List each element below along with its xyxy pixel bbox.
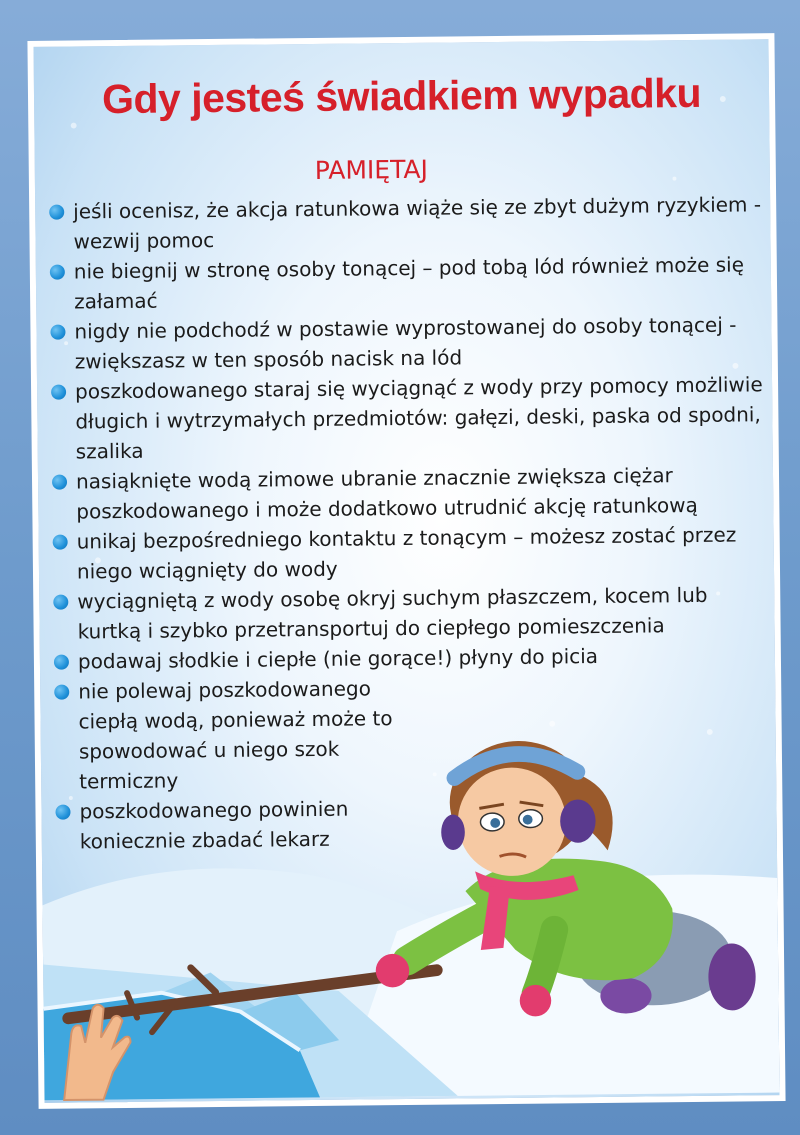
list-item-text: nigdy nie podchodź w postawie wyprostowanej do osoby tonącej - zwiększasz w ten sposób nacisk na lód [74, 312, 737, 374]
list-item-text: podawaj słodkie i ciepłe (nie gorące!) płyny do picia [77, 644, 599, 674]
list-item-text: poszkodowanego staraj się wyciągnąć z wody przy pomocy możliwie długich i wytrzymałych przedmiotów: gałęzi, deski, paska od spodni, szalika [74, 372, 763, 464]
list-item-text: nie biegnij w stronę osoby tonącej – pod tobą lód również może się załamać [73, 252, 745, 314]
list-item-text: nasiąknięte wodą zimowe ubranie znacznie zwiększa ciężar poszkodowanego i może dodatkowo utrudnić akcję ratunkową [75, 463, 698, 524]
list-item-text: unikaj bezpośredniego kontaktu z tonącym – możesz zostać przez niego wciągnięty do wody [76, 522, 737, 584]
list-item-text: jeśli ocenisz, że akcja ratunkowa wiąże się ze zbyt dużym ryzykiem - wezwij pomoc [73, 192, 762, 254]
list-item-text: wyciągniętą z wody osobę okryj suchym płaszczem, kocem lub kurtką i szybko przetransportuj do ciepłego pomieszczenia [77, 582, 708, 644]
rescue-illustration [33, 39, 779, 1103]
page-title: Gdy jesteś świadkiem wypadku [101, 69, 702, 123]
list-item-text: poszkodowanego powinien koniecznie zbadać lekarz [79, 796, 349, 854]
list-item-text: nie polewaj poszkodowanego ciepłą wodą, ponieważ może to spowodować u niego szok termiczny [78, 676, 393, 794]
poster [27, 33, 785, 1109]
subtitle-remember: PAMIĘTAJ [314, 154, 429, 185]
